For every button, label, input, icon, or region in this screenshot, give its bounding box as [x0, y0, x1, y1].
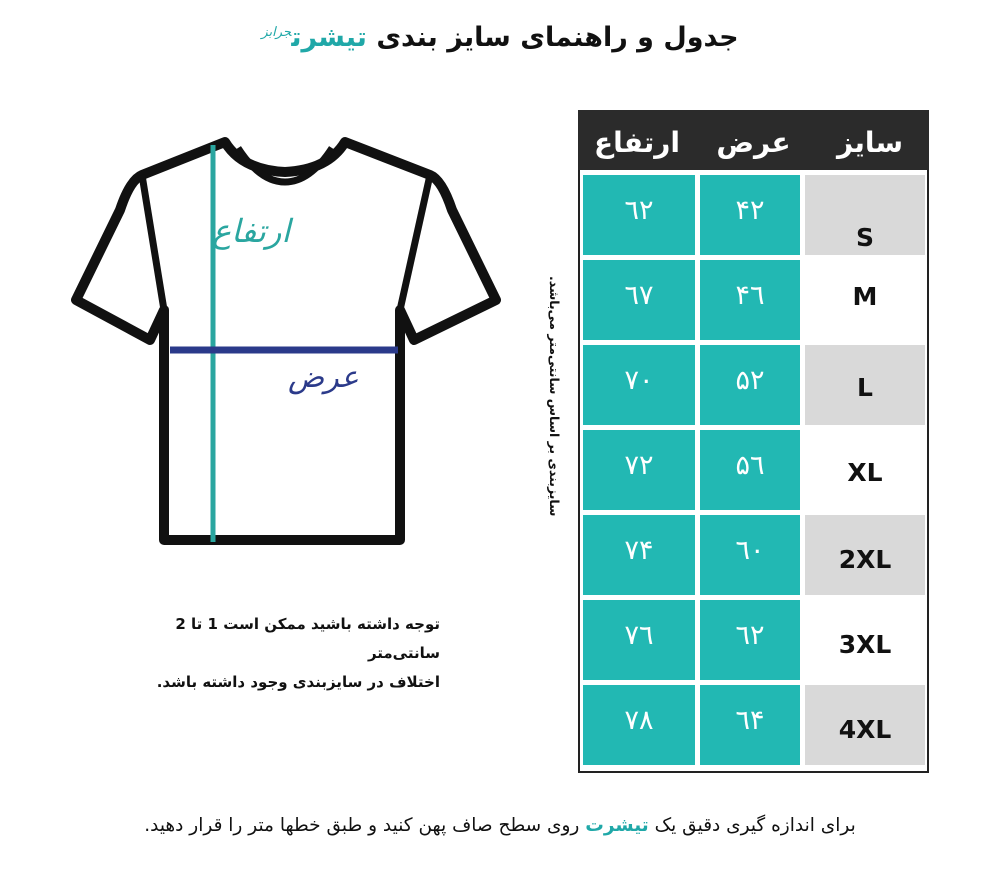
size-cell: 2XL — [805, 515, 925, 595]
measuring-instruction — [0, 815, 1000, 836]
height-cell: ۷۸ — [583, 685, 695, 765]
note-line-2: اختلاف در سایزبندی وجود داشته باشد. — [156, 673, 440, 691]
size-cell: 3XL — [805, 600, 925, 680]
header-size: سایز — [837, 126, 903, 159]
page-title — [0, 22, 1000, 53]
width-cell: ۴۲ — [700, 175, 800, 255]
table-header — [578, 110, 929, 170]
width-cell: ٦۴ — [700, 685, 800, 765]
width-cell: ٦۲ — [700, 600, 800, 680]
footer-part-1: برای اندازه گیری دقیق یک — [654, 815, 856, 836]
column-divider — [802, 170, 804, 771]
size-cell: S — [805, 175, 925, 255]
footer-accent: تیشرت — [585, 815, 649, 836]
width-cell: ۵۲ — [700, 345, 800, 425]
size-cell: M — [805, 260, 925, 340]
title-main: جدول و راهنمای سایز بندی — [376, 22, 739, 53]
brand-mark: جرابز — [261, 25, 292, 40]
height-cell: ٦۷ — [583, 260, 695, 340]
note-line-1: توجه داشته باشید ممکن است 1 تا 2 سانتی‌متر — [175, 615, 440, 662]
column-divider — [697, 170, 699, 771]
tshirt-diagram — [60, 130, 510, 560]
size-cell: XL — [805, 430, 925, 510]
width-cell: ۴٦ — [700, 260, 800, 340]
footer-part-2: روی سطح صاف پهن کنید و طبق خطها متر را قرار دهید. — [144, 815, 580, 836]
height-cell: ٦۲ — [583, 175, 695, 255]
title-accent: تیشرت — [291, 22, 367, 53]
height-cell: ۷۴ — [583, 515, 695, 595]
table-border-left — [578, 170, 580, 773]
tolerance-note — [100, 610, 440, 697]
height-cell: ۷٦ — [583, 600, 695, 680]
size-table — [578, 110, 929, 773]
width-handwritten-label: عرض — [288, 360, 359, 395]
height-cell: ۷۲ — [583, 430, 695, 510]
height-handwritten-label: ارتفاع — [212, 212, 291, 250]
height-cell: ۷۰ — [583, 345, 695, 425]
width-cell: ۵٦ — [700, 430, 800, 510]
header-width: عرض — [716, 126, 791, 159]
table-border-right — [927, 170, 929, 773]
size-cell: 4XL — [805, 685, 925, 765]
header-height: ارتفاع — [593, 126, 681, 159]
size-cell: L — [805, 345, 925, 425]
tshirt-outline — [76, 142, 496, 540]
unit-note: سایزبندی بر اساس سانتی‌متر می‌باشد. — [547, 275, 562, 517]
width-cell: ٦۰ — [700, 515, 800, 595]
table-border-bottom — [578, 771, 929, 773]
